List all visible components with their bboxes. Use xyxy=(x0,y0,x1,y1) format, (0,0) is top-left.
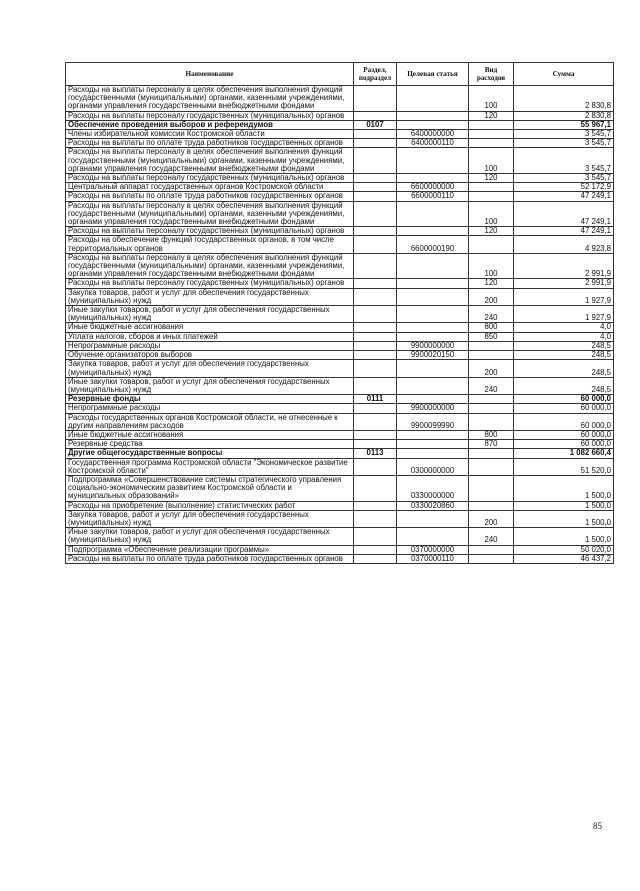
header-target: Целевая статья xyxy=(397,63,469,86)
cell-section xyxy=(354,174,397,183)
cell-kind: 800 xyxy=(469,323,514,332)
cell-sum: 2 991,9 xyxy=(514,279,614,288)
cell-sum: 2 830,8 xyxy=(514,111,614,120)
cell-target xyxy=(397,510,469,527)
cell-name: Иные бюджетные ассигнования xyxy=(66,430,354,439)
cell-section xyxy=(354,139,397,148)
cell-section xyxy=(354,236,397,253)
cell-target xyxy=(397,332,469,341)
cell-section xyxy=(354,351,397,360)
cell-name: Непрограммные расходы xyxy=(66,404,354,413)
table-row xyxy=(66,430,614,439)
cell-name: Обучение организаторов выборов xyxy=(66,351,354,360)
cell-section xyxy=(354,201,397,227)
table-row xyxy=(66,148,614,174)
cell-name: Иные бюджетные ассигнования xyxy=(66,323,354,332)
cell-name: Расходы на выплаты персоналу в целях обеспечения выполнения функций государственными (муниципальными) органами, казенными учреждениями, органами управления государственными внебюджетными фондами xyxy=(66,253,354,279)
cell-sum: 3 545,7 xyxy=(514,148,614,174)
cell-name: Расходы на приобретение (выполнение) статистических работ xyxy=(66,501,354,510)
cell-name: Закупка товаров, работ и услуг для обеспечения государственных (муниципальных) нужд xyxy=(66,510,354,527)
cell-name: Расходы на выплаты персоналу государственных (муниципальных) органов xyxy=(66,174,354,183)
cell-section xyxy=(354,475,397,501)
cell-section xyxy=(354,501,397,510)
cell-section xyxy=(354,148,397,174)
cell-sum: 46 437,2 xyxy=(514,554,614,563)
table-row xyxy=(66,528,614,545)
table-row xyxy=(66,323,614,332)
cell-kind: 240 xyxy=(469,528,514,545)
cell-target: 9900099990 xyxy=(397,413,469,430)
cell-section xyxy=(354,323,397,332)
cell-section xyxy=(354,404,397,413)
cell-target: 6600000110 xyxy=(397,192,469,201)
cell-name: Обеспечение проведения выборов и референдумов xyxy=(66,120,354,129)
cell-kind: 870 xyxy=(469,440,514,449)
table-row xyxy=(66,510,614,527)
table-row xyxy=(66,253,614,279)
cell-target xyxy=(397,528,469,545)
cell-kind xyxy=(469,545,514,554)
cell-name: Расходы на выплаты персоналу в целях обеспечения выполнения функций государственными (муниципальными) органами, казенными учреждениями, органами управления государственными внебюджетными фондами xyxy=(66,201,354,227)
cell-sum: 51 520,0 xyxy=(514,458,614,475)
table-row xyxy=(66,86,614,112)
header-kind: Вид расходов xyxy=(469,63,514,86)
cell-target: 6600000190 xyxy=(397,236,469,253)
cell-section xyxy=(354,306,397,323)
table-header-row xyxy=(66,63,614,86)
cell-kind xyxy=(469,449,514,458)
page-number: 85 xyxy=(593,821,602,831)
table-row xyxy=(66,360,614,377)
cell-target xyxy=(397,288,469,305)
cell-name: Центральный аппарат государственных органов Костромской области xyxy=(66,183,354,192)
cell-section xyxy=(354,253,397,279)
cell-section xyxy=(354,288,397,305)
cell-kind xyxy=(469,413,514,430)
cell-name: Иные закупки товаров, работ и услуг для обеспечения государственных (муниципальных) нужд xyxy=(66,528,354,545)
cell-kind xyxy=(469,475,514,501)
table-row xyxy=(66,413,614,430)
cell-section xyxy=(354,458,397,475)
cell-name: Расходы на выплаты персоналу в целях обеспечения выполнения функций государственными (муниципальными) органами, казенными учреждениями, органами управления государственными внебюджетными фондами xyxy=(66,148,354,174)
cell-section xyxy=(354,130,397,139)
table-row xyxy=(66,111,614,120)
cell-sum: 47 249,1 xyxy=(514,201,614,227)
cell-sum: 4,0 xyxy=(514,323,614,332)
cell-kind xyxy=(469,130,514,139)
table-row xyxy=(66,554,614,563)
table-row xyxy=(66,288,614,305)
table-row xyxy=(66,458,614,475)
cell-kind xyxy=(469,139,514,148)
cell-name: Расходы на выплаты по оплате труда работников государственных органов xyxy=(66,139,354,148)
cell-target xyxy=(397,377,469,394)
cell-kind xyxy=(469,236,514,253)
cell-target xyxy=(397,148,469,174)
cell-target xyxy=(397,360,469,377)
cell-sum: 1 500,0 xyxy=(514,475,614,501)
table-body xyxy=(66,86,614,564)
cell-sum: 4 923,8 xyxy=(514,236,614,253)
cell-name: Закупка товаров, работ и услуг для обеспечения государственных (муниципальных) нужд xyxy=(66,360,354,377)
cell-kind: 120 xyxy=(469,279,514,288)
cell-name: Непрограммные расходы xyxy=(66,341,354,350)
table-row xyxy=(66,449,614,458)
cell-sum: 248,5 xyxy=(514,377,614,394)
table-row xyxy=(66,236,614,253)
cell-kind xyxy=(469,183,514,192)
cell-kind: 240 xyxy=(469,377,514,394)
cell-section: 0111 xyxy=(354,395,397,404)
cell-section xyxy=(354,279,397,288)
cell-target: 9900000000 xyxy=(397,404,469,413)
cell-kind xyxy=(469,120,514,129)
cell-sum: 4,0 xyxy=(514,332,614,341)
cell-name: Иные закупки товаров, работ и услуг для обеспечения государственных (муниципальных) нужд xyxy=(66,377,354,394)
cell-kind: 200 xyxy=(469,510,514,527)
cell-target: 0330000000 xyxy=(397,475,469,501)
table-row xyxy=(66,201,614,227)
cell-target: 6400000000 xyxy=(397,130,469,139)
cell-section xyxy=(354,86,397,112)
table-row xyxy=(66,332,614,341)
cell-target xyxy=(397,201,469,227)
cell-section xyxy=(354,413,397,430)
cell-kind: 120 xyxy=(469,227,514,236)
cell-section xyxy=(354,192,397,201)
cell-name: Расходы на выплаты персоналу государственных (муниципальных) органов xyxy=(66,111,354,120)
cell-sum: 47 249,1 xyxy=(514,192,614,201)
cell-kind xyxy=(469,501,514,510)
cell-target: 0330020860 xyxy=(397,501,469,510)
cell-sum: 248,5 xyxy=(514,351,614,360)
cell-sum: 248,5 xyxy=(514,341,614,350)
table-row xyxy=(66,279,614,288)
table-row xyxy=(66,475,614,501)
cell-section xyxy=(354,183,397,192)
table-row xyxy=(66,501,614,510)
cell-kind: 850 xyxy=(469,332,514,341)
cell-name: Расходы на выплаты персоналу в целях обеспечения выполнения функций государственными (муниципальными) органами, казенными учреждениями, органами управления государственными внебюджетными фондами xyxy=(66,86,354,112)
cell-target xyxy=(397,430,469,439)
cell-kind: 100 xyxy=(469,86,514,112)
cell-kind xyxy=(469,192,514,201)
cell-kind: 800 xyxy=(469,430,514,439)
cell-target xyxy=(397,86,469,112)
cell-sum: 60 000,0 xyxy=(514,395,614,404)
cell-name: Расходы на обеспечение функций государственных органов, в том числе территориальных органов xyxy=(66,236,354,253)
cell-kind xyxy=(469,458,514,475)
cell-target: 9900020150 xyxy=(397,351,469,360)
cell-target xyxy=(397,449,469,458)
cell-name: Расходы на выплаты по оплате труда работников государственных органов xyxy=(66,554,354,563)
cell-sum: 60 000,0 xyxy=(514,413,614,430)
cell-target xyxy=(397,111,469,120)
cell-sum: 47 249,1 xyxy=(514,227,614,236)
cell-target xyxy=(397,323,469,332)
cell-target: 0370000110 xyxy=(397,554,469,563)
cell-kind: 200 xyxy=(469,288,514,305)
cell-target xyxy=(397,227,469,236)
cell-sum: 60 000,0 xyxy=(514,430,614,439)
cell-name: Расходы государственных органов Костромской области, не отнесенные к другим направлениям расходов xyxy=(66,413,354,430)
cell-target xyxy=(397,253,469,279)
cell-name: Уплата налогов, сборов и иных платежей xyxy=(66,332,354,341)
cell-sum: 2 830,8 xyxy=(514,86,614,112)
table-row xyxy=(66,306,614,323)
cell-sum: 2 991,9 xyxy=(514,253,614,279)
cell-name: Подпрограмма «Обеспечение реализации программы» xyxy=(66,545,354,554)
cell-kind: 100 xyxy=(469,148,514,174)
cell-sum: 1 500,0 xyxy=(514,528,614,545)
cell-name: Другие общегосударственные вопросы xyxy=(66,449,354,458)
cell-kind: 100 xyxy=(469,201,514,227)
cell-section xyxy=(354,360,397,377)
cell-name: Расходы на выплаты персоналу государственных (муниципальных) органов xyxy=(66,227,354,236)
cell-sum: 1 500,0 xyxy=(514,510,614,527)
cell-kind: 200 xyxy=(469,360,514,377)
cell-name: Резервные фонды xyxy=(66,395,354,404)
cell-section xyxy=(354,332,397,341)
cell-name: Расходы на выплаты персоналу государственных (муниципальных) органов xyxy=(66,279,354,288)
cell-name: Расходы на выплаты по оплате труда работников государственных органов xyxy=(66,192,354,201)
cell-section: 0107 xyxy=(354,120,397,129)
cell-section xyxy=(354,510,397,527)
cell-kind xyxy=(469,404,514,413)
table-row xyxy=(66,192,614,201)
cell-name: Закупка товаров, работ и услуг для обеспечения государственных (муниципальных) нужд xyxy=(66,288,354,305)
cell-target: 9900000000 xyxy=(397,341,469,350)
cell-section xyxy=(354,377,397,394)
cell-sum: 3 545,7 xyxy=(514,139,614,148)
cell-kind xyxy=(469,351,514,360)
cell-name: Иные закупки товаров, работ и услуг для обеспечения государственных (муниципальных) нужд xyxy=(66,306,354,323)
cell-kind: 240 xyxy=(469,306,514,323)
cell-kind xyxy=(469,341,514,350)
cell-sum: 3 545,7 xyxy=(514,130,614,139)
cell-sum: 1 500,0 xyxy=(514,501,614,510)
cell-kind: 120 xyxy=(469,111,514,120)
cell-target: 6600000000 xyxy=(397,183,469,192)
cell-section: 0113 xyxy=(354,449,397,458)
budget-table xyxy=(65,62,614,564)
cell-name: Резервные средства xyxy=(66,440,354,449)
header-name: Наименование xyxy=(66,63,354,86)
cell-target xyxy=(397,306,469,323)
cell-section xyxy=(354,227,397,236)
cell-sum: 248,5 xyxy=(514,360,614,377)
header-sum: Сумма xyxy=(514,63,614,86)
cell-sum: 3 545,7 xyxy=(514,174,614,183)
cell-section xyxy=(354,554,397,563)
cell-section xyxy=(354,111,397,120)
cell-target: 0370000000 xyxy=(397,545,469,554)
cell-sum: 52 172,9 xyxy=(514,183,614,192)
cell-kind: 120 xyxy=(469,174,514,183)
cell-kind: 100 xyxy=(469,253,514,279)
cell-name: Члены избирательной комиссии Костромской области xyxy=(66,130,354,139)
header-section: Раздел, подраздел xyxy=(354,63,397,86)
table-row xyxy=(66,404,614,413)
cell-sum: 60 000,0 xyxy=(514,404,614,413)
table-row xyxy=(66,545,614,554)
cell-sum: 1 082 660,4 xyxy=(514,449,614,458)
cell-sum: 1 927,9 xyxy=(514,288,614,305)
cell-section xyxy=(354,341,397,350)
cell-section xyxy=(354,545,397,554)
cell-sum: 1 927,9 xyxy=(514,306,614,323)
cell-sum: 50 020,0 xyxy=(514,545,614,554)
cell-target xyxy=(397,440,469,449)
cell-name: Подпрограмма «Совершенствование системы стратегического управления социально-экономическим развитием Костромской области и муниципальных образований» xyxy=(66,475,354,501)
cell-target: 0300000000 xyxy=(397,458,469,475)
cell-kind xyxy=(469,554,514,563)
cell-section xyxy=(354,430,397,439)
cell-section xyxy=(354,528,397,545)
cell-sum: 55 967,1 xyxy=(514,120,614,129)
cell-target xyxy=(397,279,469,288)
cell-sum: 60 000,0 xyxy=(514,440,614,449)
cell-target: 6400000110 xyxy=(397,139,469,148)
cell-kind xyxy=(469,395,514,404)
table-row xyxy=(66,377,614,394)
cell-name: Государственная программа Костромской области "Экономическое развитие Костромской области" xyxy=(66,458,354,475)
